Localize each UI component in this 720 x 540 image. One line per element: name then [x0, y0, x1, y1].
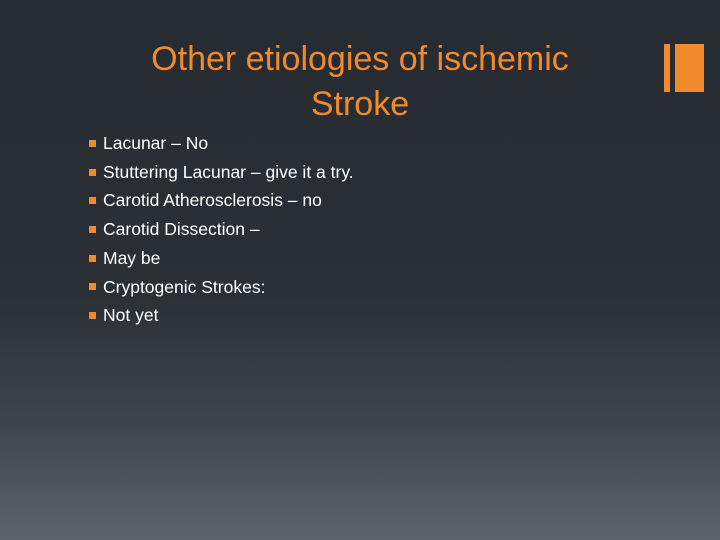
slide-title: [80, 37, 640, 127]
bullet-text: Lacunar – No: [103, 133, 209, 153]
square-bullet-icon: [89, 283, 96, 290]
slide-title-line-2: Stroke: [310, 84, 410, 123]
bullet-text: May be: [103, 247, 161, 268]
square-bullet-icon: [89, 169, 96, 176]
slide-title-line-1: Other etiologies of ischemic: [151, 39, 569, 78]
bullet-text: Not yet: [103, 305, 159, 326]
square-bullet-icon: [89, 140, 96, 147]
square-bullet-icon: [89, 197, 96, 204]
accent-bar-thick: [675, 44, 704, 92]
bullet-text: Carotid Atherosclerosis – no: [103, 190, 322, 211]
bullet-item: [89, 158, 354, 187]
bullet-item: [89, 301, 354, 330]
bullet-item: [89, 244, 354, 273]
bullet-item: [89, 186, 354, 215]
bullet-text: Carotid Dissection –: [103, 219, 260, 240]
accent-bar-thin: [664, 44, 670, 92]
bullet-text: Cryptogenic Strokes:: [103, 276, 266, 297]
bullet-item: [89, 129, 354, 158]
bullet-text: Stuttering Lacunar – give it a try.: [103, 161, 354, 182]
square-bullet-icon: [89, 226, 96, 233]
accent-bars-decoration: [664, 44, 704, 92]
square-bullet-icon: [89, 312, 96, 319]
bullet-list: [89, 129, 354, 330]
bullet-item: [89, 215, 354, 244]
square-bullet-icon: [89, 255, 96, 262]
bullet-item: [89, 273, 354, 302]
